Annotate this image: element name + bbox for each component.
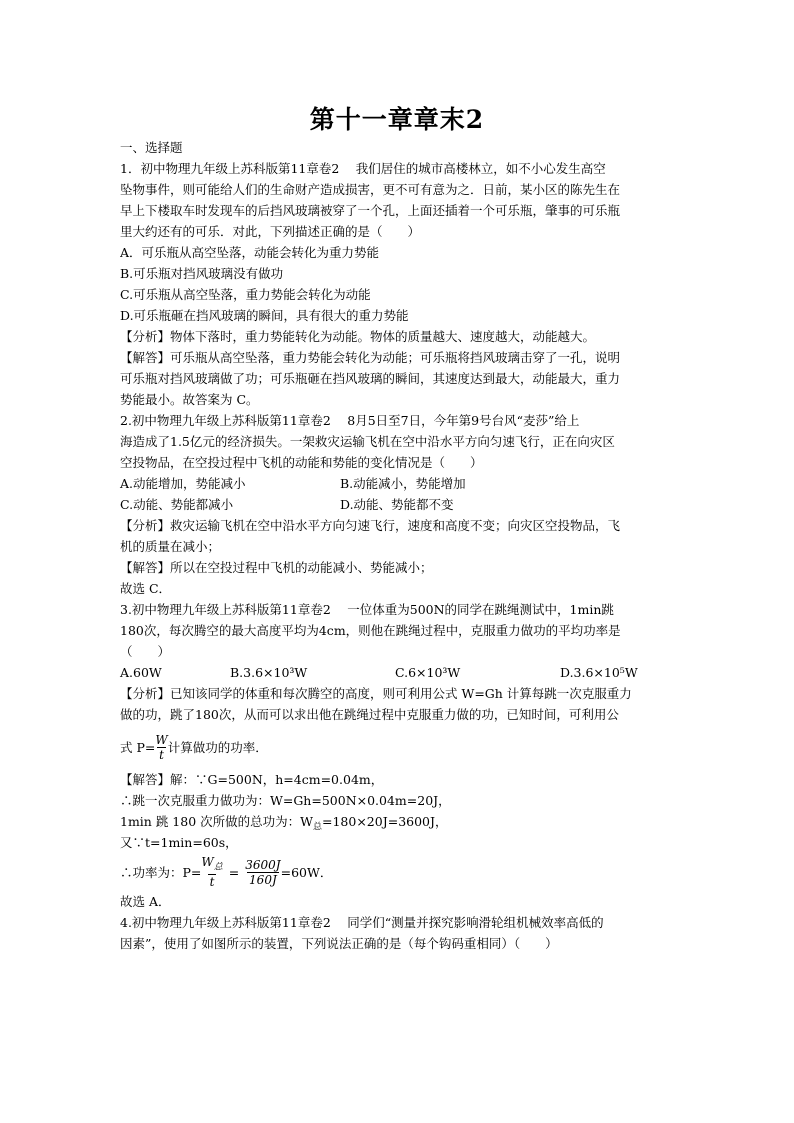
solution-line: 【解答】解：∵G=500N，h=4cm=0.04m，: [120, 772, 384, 787]
analysis-line: 机的质量在减小；: [120, 539, 221, 554]
options-row: [120, 473, 680, 494]
question-4: [120, 912, 680, 954]
formula-suffix: 计算做功的功率．: [167, 739, 268, 755]
page-title: 第十一章章末2: [309, 105, 485, 134]
option-d: D.3.6×10⁵W: [560, 665, 638, 680]
total-work-label: 1min 跳 180 次所做的总功为：W: [120, 814, 313, 829]
option-c: C.6×10³W: [395, 665, 461, 680]
fraction-numerator: W: [155, 732, 168, 747]
fraction-numerator: 3600J: [245, 857, 281, 872]
solution-line: [120, 811, 680, 832]
numerator-w: W: [201, 854, 214, 869]
option-d: D.可乐瓶砸在挡风玻璃的瞬间，具有很大的重力势能: [120, 308, 409, 323]
question-text-line: 2.初中物理九年级上苏科版第11章卷2 8月5日至7日，今年第9号台风“麦莎”给上: [120, 413, 580, 428]
question-3: [120, 599, 680, 912]
option-c: C.可乐瓶从高空坠落，重力势能会转化为动能: [120, 287, 371, 302]
question-text-line: 3.初中物理九年级上苏科版第11章卷2 一位体重为500N的同学在跳绳测试中，1min跳: [120, 602, 614, 617]
question-text-line: 里大约还有的可乐．对此，下列描述正确的是（ ）: [120, 224, 421, 239]
solution-line: ∴跳一次克服重力做功为：W=Gh=500N×0.04m=20J，: [120, 793, 451, 808]
total-subscript: 总: [312, 822, 322, 832]
section-heading: 一、选择题: [120, 140, 183, 155]
answer-line: 可乐瓶对挡风玻璃做了功；可乐瓶砸在挡风玻璃的瞬间，其速度达到最大，动能最大，重力: [120, 371, 621, 386]
option-a: A.60W: [120, 665, 162, 680]
answer: 【解答】所以在空投过程中飞机的动能减小、势能减小；: [120, 560, 433, 575]
total-work-value: =180×20J=3600J，: [322, 814, 448, 829]
fraction-denominator: t: [159, 747, 164, 762]
question-text-line: 早上下楼取车时发现车的后挡风玻璃被穿了一个孔，上面还插着一个可乐瓶，肇事的可乐瓶: [120, 203, 621, 218]
fraction-numerator: [201, 855, 222, 874]
answer-line: 势能最小。故答案为 C。: [120, 392, 259, 407]
answer-line: 【解答】可乐瓶从高空坠落，重力势能会转化为动能；可乐瓶将挡风玻璃击穿了一孔，说明: [120, 350, 621, 365]
question-text-line: 180次，每次腾空的最大高度平均为4cm，则他在跳绳过程中，克服重力做功的平均功率是: [120, 623, 621, 638]
option-b: B.可乐瓶对挡风玻璃没有做功: [120, 266, 284, 281]
analysis-line: 做的功，跳了180次，从而可以求出他在跳绳过程中克服重力做的功，已知时间，可利用公: [120, 707, 619, 722]
question-text-line: 1．初中物理九年级上苏科版第11章卷2 我们居住的城市高楼林立，如不小心发生高空: [120, 161, 606, 176]
question-text-line: （ ）: [120, 644, 171, 659]
power-fraction-2: [245, 858, 280, 887]
formula-fraction: [155, 733, 167, 762]
analysis-line: 【分析】已知该同学的体重和每次腾空的高度，则可利用公式 W=Gh 计算每跳一次克服重力: [120, 686, 632, 701]
options-row: [120, 662, 680, 683]
analysis-line: 【分析】救灾运输飞机在空中沿水平方向匀速飞行，速度和高度不变；向灾区空投物品，飞: [120, 518, 621, 533]
question-text-line: 4.初中物理九年级上苏科版第11章卷2 同学们“测量并探究影响滑轮组机械效率高低的: [120, 915, 604, 930]
option-a: A．可乐瓶从高空坠落，动能会转化为重力势能: [120, 245, 380, 260]
formula-prefix: 式 P=: [120, 739, 156, 755]
question-1: [120, 158, 680, 410]
fraction-denominator: t: [209, 875, 215, 890]
choice: 故选 C．: [120, 581, 172, 596]
formula-line: [120, 725, 680, 769]
option-a: A.动能增加，势能减小: [120, 476, 246, 491]
choice: 故选 A．: [120, 894, 171, 909]
option-b: B.动能减小，势能增加: [340, 476, 466, 491]
power-suffix: =60W．: [280, 864, 333, 880]
analysis: 【分析】物体下落时，重力势能转化为动能。物体的质量越大、速度越大，动能越大。: [120, 329, 596, 344]
question-text-line: 海造成了1.5亿元的经济损失。一架救灾运输飞机在空中沿水平方向匀速飞行，正在向灾区: [120, 434, 615, 449]
option-c: C.动能、势能都减小: [120, 497, 234, 512]
power-formula-line: [120, 853, 680, 891]
power-fraction-1: [201, 855, 222, 889]
question-2: [120, 410, 680, 599]
document-body: [120, 137, 680, 954]
fraction-denominator: 160J: [249, 872, 277, 887]
numerator-subscript: 总: [213, 862, 223, 873]
options-row: [120, 494, 680, 515]
solution-line: 又∵t=1min=60s，: [120, 835, 238, 850]
question-text-line: 因素”，使用了如图所示的装置，下列说法正确的是（每个钩码重相同）（ ）: [120, 936, 558, 951]
option-b: B.3.6×10³W: [230, 665, 308, 680]
question-text-line: 空投物品，在空投过程中飞机的动能和势能的变化情况是（ ）: [120, 455, 483, 470]
equals-sign: =: [228, 864, 240, 880]
question-text-line: 坠物事件，则可能给人们的生命财产造成损害，更不可有意为之．日前，某小区的陈先生在: [120, 182, 621, 197]
power-prefix: ∴功率为：P=: [120, 864, 202, 880]
option-d: D.动能、势能都不变: [340, 497, 454, 512]
